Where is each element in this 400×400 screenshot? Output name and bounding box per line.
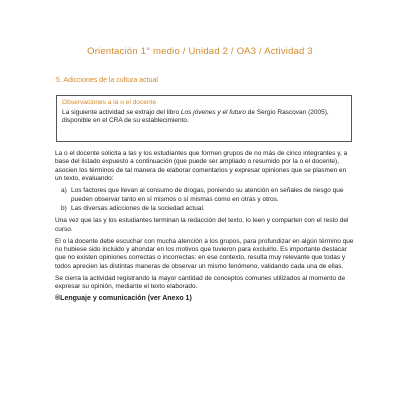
list-item <box>55 205 355 213</box>
page-header: Orientación 1° medio / Unidad 2 / OA3 / Actividad 3 <box>87 46 313 57</box>
observaciones-box <box>56 95 352 142</box>
cross-reference <box>55 295 355 303</box>
list-marker: a) <box>61 187 67 195</box>
paragraph-sharing: Una vez que las y los estudiantes terminan la redacción del texto, lo leen y comparten con el resto del curso. <box>55 217 349 233</box>
observaciones-title: Observaciones a la o el docente <box>62 99 157 106</box>
paragraph-instructions: La o el docente solicita a las y los estudiantes que formen grupos de no más de cinco integrantes y, a base del listado expuesto a continuación (que puede ser ampliado o resumido por la o el docente), asocien los términos de tal manera de elaborar comentarios y expresar opiniones que se plasmen en un texto, evaluando: <box>55 150 348 183</box>
list-item-text: Los factores que llevan al consumo de drogas, poniendo su atención en señales de riesgo que pueden observar tanto en sí mismos o sí mismas como en otras y otros. <box>71 187 344 203</box>
book-title: Los jóvenes y el futuro <box>180 109 246 116</box>
observaciones-text <box>62 109 346 126</box>
list-marker: b) <box>61 205 67 213</box>
section-title: 5. Adicciones de la cultura actual <box>56 77 158 84</box>
activity-body <box>55 150 355 304</box>
list-item <box>55 187 355 204</box>
paragraph-teacher-role: El o la docente debe escuchar con mucha atención a los grupos, para profundizar en algún término que no hubiese sido incluido y ahondar en los motivos que tuvieron para excluirlo. Es importante destacar que no existen opiniones correctas o incorrectas: en ese contexto, resulta muy relevante que todas y todos aprecien las distintas maneras de observar un mismo fenómeno, validando cada una de ellas. <box>55 237 354 270</box>
observaciones-text-after: de Sergio Rascovan (2005), disponible en el CRA de su establecimiento. <box>62 109 329 125</box>
evaluation-list <box>55 187 355 214</box>
reference-text: Lenguaje y comunicación (ver Anexo 1) <box>60 295 192 303</box>
list-item-text: Las diversas adicciones de la sociedad actual. <box>71 205 205 213</box>
paragraph-closing: Se cierra la actividad registrando la mayor cantidad de conceptos comunes utilizados al momento de expresar su opinión, mediante el texto elaborado. <box>55 274 346 291</box>
reference-icon: ® <box>55 295 61 303</box>
observaciones-text-before: La siguiente actividad se extrajo del libro <box>62 109 181 116</box>
